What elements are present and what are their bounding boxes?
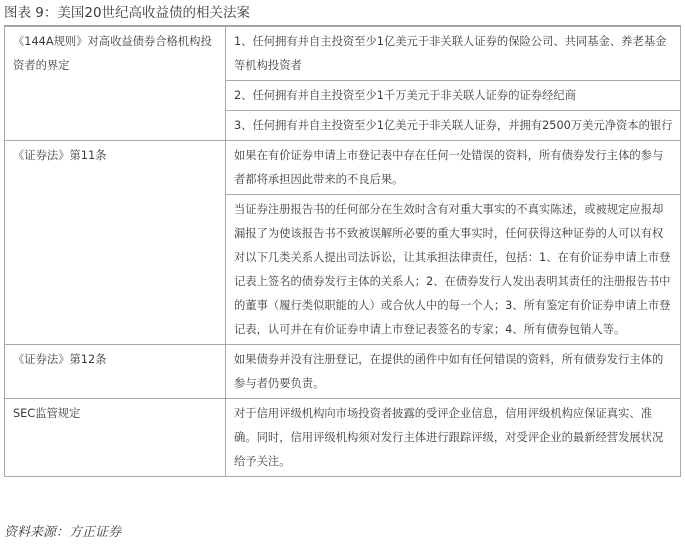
table-row [5,27,681,81]
table-row [5,345,681,399]
table-row [5,399,681,477]
provision-cell: 如果在有价证券申请上市登记表中存在任何一处错误的资料，所有债券发行主体的参与者都将承担因此带来的不良后果。 [226,141,681,195]
provision-cell: 3、任何拥有并自主投资至少1亿美元于非关联人证券，并拥有2500万美元净资本的银行 [226,111,681,141]
law-name-cell: SEC监管规定 [5,399,226,477]
source-note: 资料来源：方正证券 [4,525,122,540]
provision-cell: 如果债券并没有注册登记，在提供的函件中如有任何错误的资料，所有债券发行主体的参与者仍要负责。 [226,345,681,399]
law-name-cell: 《证券法》第12条 [5,345,226,399]
law-table [4,26,681,477]
provision-cell: 1、任何拥有并自主投资至少1亿美元于非关联人证券的保险公司、共同基金、养老基金等机构投资者 [226,27,681,81]
provision-cell: 2、任何拥有并自主投资至少1千万美元于非关联人证券的证券经纪商 [226,81,681,111]
provision-cell: 当证券注册报告书的任何部分在生效时含有对重大事实的不真实陈述，或被规定应报却漏报了为使该报告书不致被误解所必要的重大事实时，任何获得这种证券的人可以有权对以下几类关系人提出司法诉讼，让其承担法律责任，包括：1、在有价证券申请上市登记表上签名的债券发行主体的关系人；2、在债券发行人发出表明其责任的注册报告书中的董事（履行类似职能的人）或合伙人中的每一个人；3、所有鉴定有价证券申请上市登记表，认可并在有价证券申请上市登记表签名的专家；4、所有债券包销人等。 [226,195,681,345]
table-row [5,141,681,195]
figure-title: 图表 9：美国20世纪高收益债的相关法案 [4,3,681,26]
law-name-cell: 《证券法》第11条 [5,141,226,345]
provision-cell: 对于信用评级机构向市场投资者披露的受评企业信息，信用评级机构应保证真实、准确。同时，信用评级机构须对发行主体进行跟踪评级，对受评企业的最新经营发展状况给予关注。 [226,399,681,477]
law-name-cell: 《144A规则》对高收益债券合格机构投资者的界定 [5,27,226,141]
